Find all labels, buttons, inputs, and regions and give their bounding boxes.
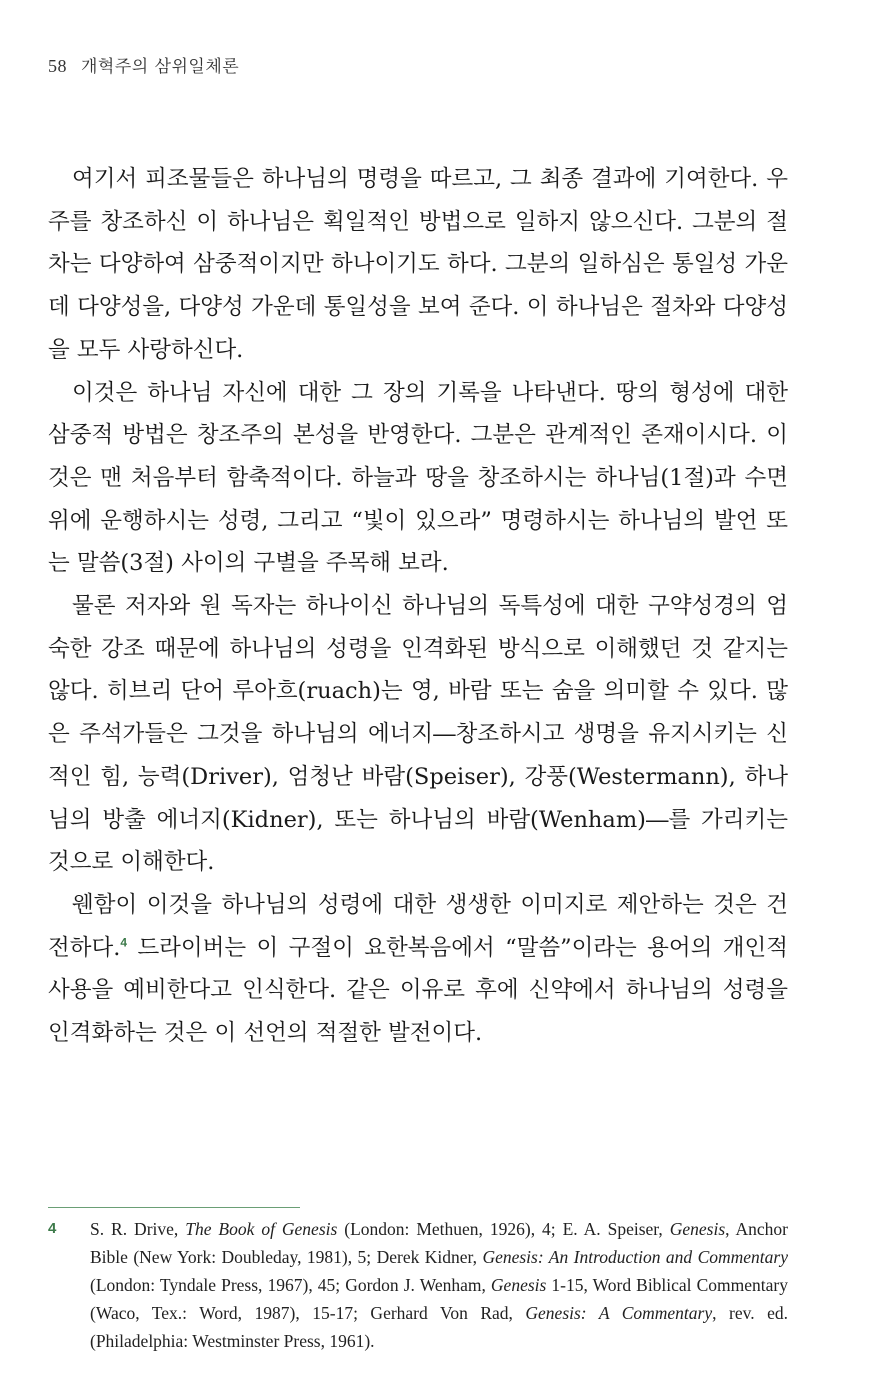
fn-title-kidner: Genesis: An Introduction and Commentary bbox=[482, 1247, 788, 1267]
paragraph-3: 물론 저자와 원 독자는 하나이신 하나님의 독특성에 대한 구약성경의 엄숙한 강조 때문에 하나님의 성령을 인격화된 방식으로 이해했던 것 같지는 않다. 히브리 단어 루아흐(ruach)는 영, 바람 또는 숨을 의미할 수 있다. 많은 주석가들은 그것을 하나님의 에너지―창조하시고 생명을 유지시키는 신적인 힘, 능력(Driver), 엄청난 바람(Speiser), 강풍(Westermann), 하나님의 방출 에너지(Kidner), 또는 하나님의 바람(Wenham)―를 가리키는 것으로 이해한다. bbox=[48, 593, 788, 876]
main-text bbox=[48, 158, 788, 1055]
fn-title-book-of-genesis: The Book of Genesis bbox=[185, 1219, 338, 1239]
footnote-divider bbox=[48, 1207, 300, 1208]
paragraph-4-part-1: 웬함이 이것을 하나님의 성령에 대한 생생한 이미지로 제안하는 것은 건전하다. bbox=[48, 891, 788, 961]
fn-seg-0: S. R. Drive, bbox=[90, 1219, 186, 1239]
page-number: 58 bbox=[48, 56, 67, 76]
fn-title-von-rad: Genesis: A Commentary bbox=[525, 1303, 713, 1323]
fn-seg-4: , Anchor Bible (New York: Doubleday, 1981), 5; Derek Kidner, bbox=[90, 1219, 788, 1267]
footnote-reference[interactable]: 4 bbox=[120, 935, 128, 950]
fn-title-genesis-wenham: Genesis bbox=[490, 1275, 547, 1295]
footnote-number: 4 bbox=[48, 1220, 57, 1237]
fn-seg-10: , rev. ed. (Philadelphia: Westminster Press, 1961). bbox=[90, 1303, 788, 1351]
fn-title-genesis-speiser: Genesis bbox=[669, 1219, 726, 1239]
paragraph-1: 여기서 피조물들은 하나님의 명령을 따르고, 그 최종 결과에 기여한다. 우주를 창조하신 이 하나님은 획일적인 방법으로 일하지 않으신다. 그분의 절차는 다양하여 삼중적이지만 하나이기도 하다. 그분의 일하심은 통일성 가운데 다양성을, 다양성 가운데 통일성을 보여 준다. 이 하나님은 절차와 다양성을 모두 사랑하신다. bbox=[48, 166, 788, 363]
fn-seg-6: (London: Tyndale Press, 1967), 45; Gordon J. Wenham, bbox=[90, 1275, 491, 1295]
footnote-text bbox=[90, 1215, 788, 1355]
paragraph-2: 이것은 하나님 자신에 대한 그 장의 기록을 나타낸다. 땅의 형성에 대한 삼중적 방법은 창조주의 본성을 반영한다. 그분은 관계적인 존재이시다. 이것은 맨 처음부터 함축적이다. 하늘과 땅을 창조하시는 하나님(1절)과 수면 위에 운행하시는 성령, 그리고 “빛이 있으라” 명령하시는 하나님의 발언 또는 말씀(3절) 사이의 구별을 주목해 보라. bbox=[48, 379, 788, 577]
footnote bbox=[48, 1215, 788, 1355]
fn-seg-8: 1-15, Word Biblical Commentary (Waco, Tex.: Word, 1987), 15-17; Gerhard Von Rad, bbox=[90, 1275, 788, 1323]
running-header bbox=[48, 52, 239, 77]
paragraph-4-part-2: 드라이버는 이 구절이 요한복음에서 “말씀”이라는 용어의 개인적 사용을 예비한다고 인식한다. 같은 이유로 후에 신약에서 하나님의 성령을 인격화하는 것은 이 선언의 적절한 발전이다. bbox=[48, 934, 788, 1047]
fn-seg-2: (London: Methuen, 1926), 4; E. A. Speiser, bbox=[337, 1219, 670, 1239]
running-title: 개혁주의 삼위일체론 bbox=[81, 57, 240, 77]
paragraph-4 bbox=[48, 884, 788, 1055]
